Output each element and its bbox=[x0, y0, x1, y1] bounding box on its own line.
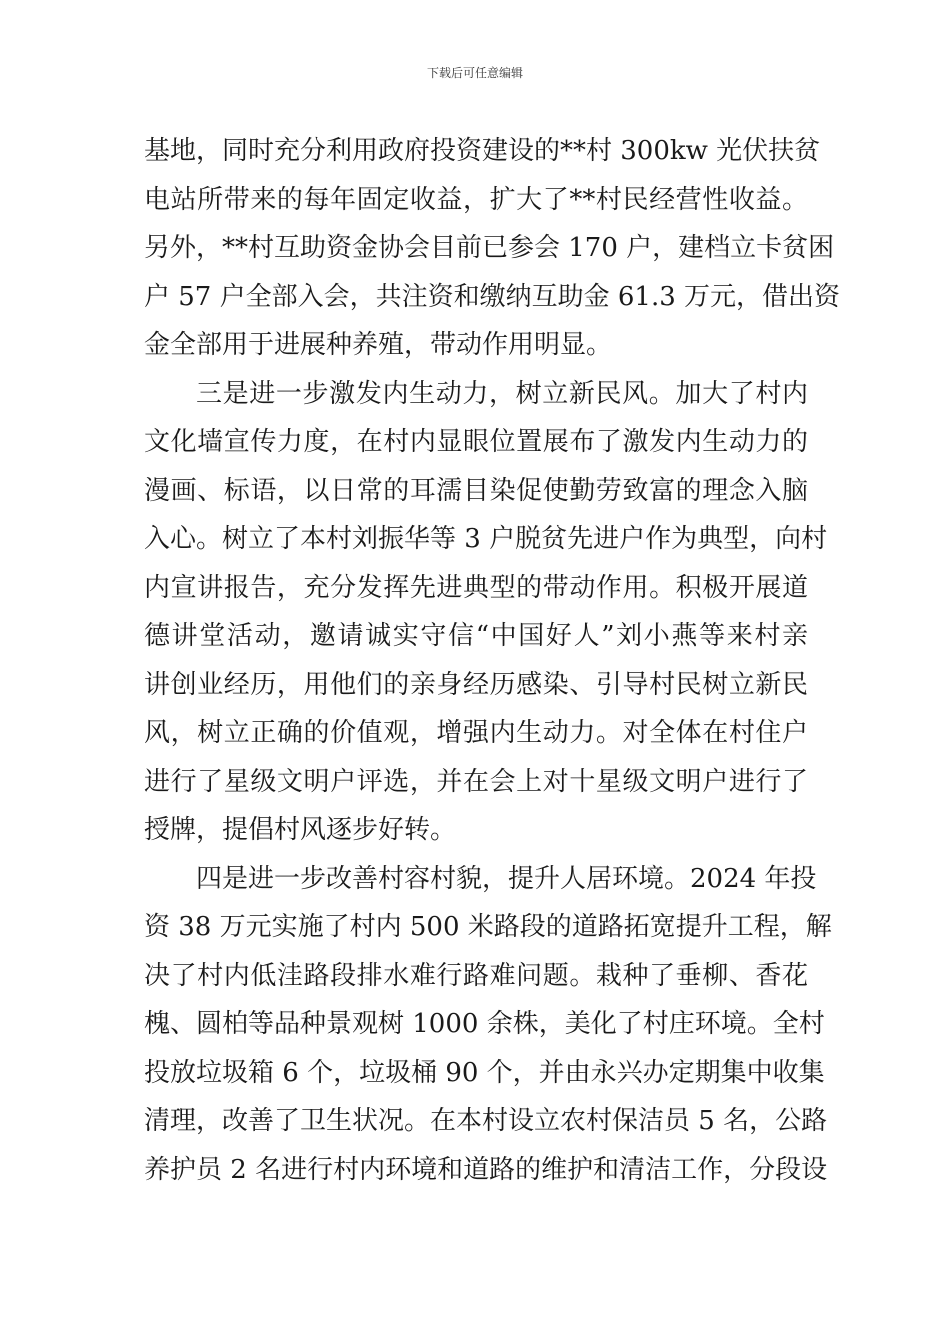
text-line: 入心。树立了本村刘振华等 3 户脱贫先进户作为典型，向村 bbox=[144, 524, 828, 554]
text-line: 德讲堂活动，邀请诚实守信“中国好人”刘小燕等来村亲 bbox=[144, 621, 808, 651]
text-line: 风，树立正确的价值观，增强内生动力。对全体在村住户 bbox=[144, 718, 808, 748]
text-line: 文化墙宣传力度，在村内显眼位置展布了激发内生动力的 bbox=[144, 427, 808, 457]
text-line: 投放垃圾箱 6 个，垃圾桶 90 个，并由永兴办定期集中收集 bbox=[144, 1057, 825, 1088]
text-line: 授牌，提倡村风逐步好转。 bbox=[144, 815, 457, 845]
text-line: 进行了星级文明户评选，并在会上对十星级文明户进行了 bbox=[144, 766, 808, 797]
text-line: 讲创业经历，用他们的亲身经历感染、引导村民树立新民 bbox=[144, 669, 808, 700]
paragraph-start-line: 四是进一步改善村容村貌，提升人居环境。2024 年投 bbox=[196, 863, 817, 894]
text-line: 漫画、标语，以日常的耳濡目染促使勤劳致富的理念入脑 bbox=[144, 475, 808, 506]
text-line: 资 38 万元实施了村内 500 米路段的道路拓宽提升工程，解 bbox=[144, 912, 832, 942]
text-line: 决了村内低洼路段排水难行路难问题。栽种了垂柳、香花 bbox=[144, 960, 808, 991]
text-line: 养护员 2 名进行村内环境和道路的维护和清洁工作，分段设 bbox=[144, 1154, 828, 1185]
text-line: 清理，改善了卫生状况。在本村设立农村保洁员 5 名，公路 bbox=[144, 1106, 828, 1136]
text-line: 槐、圆柏等品种景观树 1000 余株，美化了村庄环境。全村 bbox=[144, 1009, 825, 1039]
document-body bbox=[144, 127, 841, 1194]
text-line: 电站所带来的每年固定收益，扩大了**村民经营性收益。 bbox=[144, 184, 808, 215]
page-header: 下载后可任意编辑 bbox=[426, 66, 523, 80]
text-line: 内宣讲报告，充分发挥先进典型的带动作用。积极开展道 bbox=[144, 572, 808, 603]
text-line: 金全部用于进展种养殖，带动作用明显。 bbox=[144, 330, 613, 360]
paragraph-start-line: 三是进一步激发内生动力，树立新民风。加大了村内 bbox=[196, 378, 808, 409]
text-line: 另外，**村互助资金协会目前已参会 170 户，建档立卡贫困 bbox=[144, 233, 835, 263]
text-line: 基地，同时充分利用政府投资建设的**村 300kw 光伏扶贫 bbox=[144, 136, 821, 166]
text-line: 户 57 户全部入会，共注资和缴纳互助金 61.3 万元，借出资 bbox=[144, 281, 841, 312]
